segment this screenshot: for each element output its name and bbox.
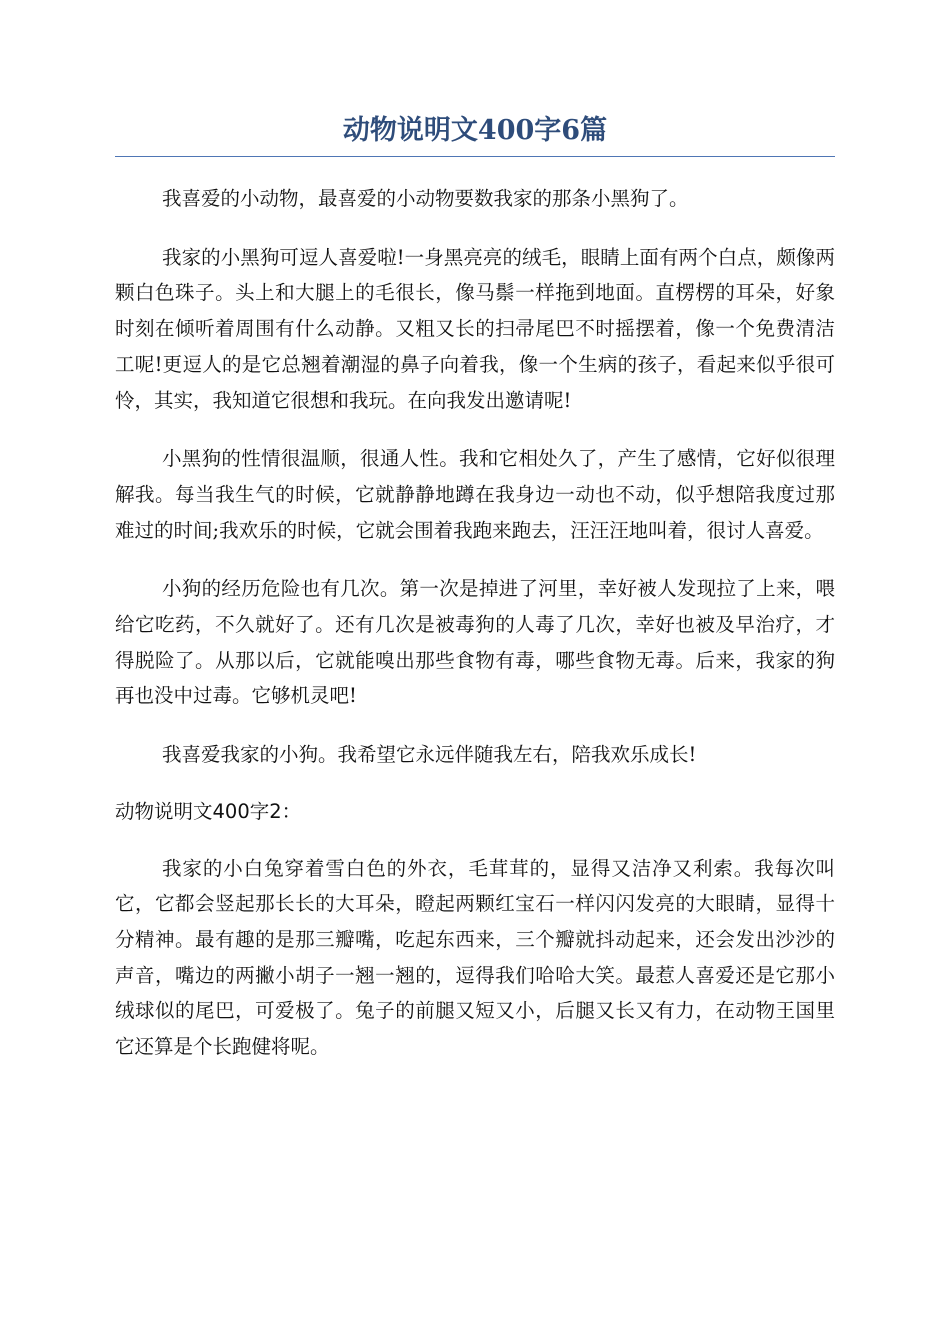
paragraph: 我喜爱我家的小狗。我希望它永远伴随我左右，陪我欢乐成长!: [162, 743, 697, 767]
paragraph: 我家的小白兔穿着雪白色的外衣，毛茸茸的，显得又洁净又利索。我每次叫它，它都会竖起那长长的大耳朵，瞪起两颗红宝石一样闪闪发亮的大眼睛，显得十分精神。最有趣的是那三瓣嘴，吃起东西来，三个瓣就抖动起来，还会发出沙沙的声音，嘴边的两撇小胡子一翘一翘的，逗得我们哈哈大笑。最惹人喜爱还是它那小绒球似的尾巴，可爱极了。兔子的前腿又短又小，后腿又长又有力，在动物王国里它还算是个长跑健将呢。: [115, 856, 835, 1059]
paragraph: 我家的小黑狗可逗人喜爱啦!一身黑亮亮的绒毛，眼睛上面有两个白点，颇像两颗白色珠子。头上和大腿上的毛很长，像马鬃一样拖到地面。直楞楞的耳朵，好象时刻在倾听着周围有什么动静。又粗又长的扫帚尾巴不时摇摆着，像一个免费清洁工呢!更逗人的是它总翘着潮湿的鼻子向着我，像一个生病的孩子，看起来似乎很可怜，其实，我知道它很想和我玩。在向我发出邀请呢!: [115, 245, 835, 412]
section-heading: 动物说明文400字2：: [115, 799, 302, 823]
document-title: 动物说明文400字6篇: [115, 112, 835, 157]
document-page: [115, 112, 835, 1065]
paragraph: 我喜爱的小动物，最喜爱的小动物要数我家的那条小黑狗了。: [162, 187, 689, 210]
paragraph: 小黑狗的性情很温顺，很通人性。我和它相处久了，产生了感情，它好似很理解我。每当我生气的时候，它就静静地蹲在我身边一动也不动，似乎想陪我度过那难过的时间;我欢乐的时候，它就会围着我跑来跑去，汪汪汪地叫着，很讨人喜爱。: [115, 447, 835, 542]
paragraph: 小狗的经历危险也有几次。第一次是掉进了河里，幸好被人发现拉了上来，喂给它吃药，不久就好了。还有几次是被毒狗的人毒了几次，幸好也被及早治疗，才得脱险了。从那以后，它就能嗅出那些食物有毒，哪些食物无毒。后来，我家的狗再也没中过毒。它够机灵吧!: [115, 577, 835, 708]
